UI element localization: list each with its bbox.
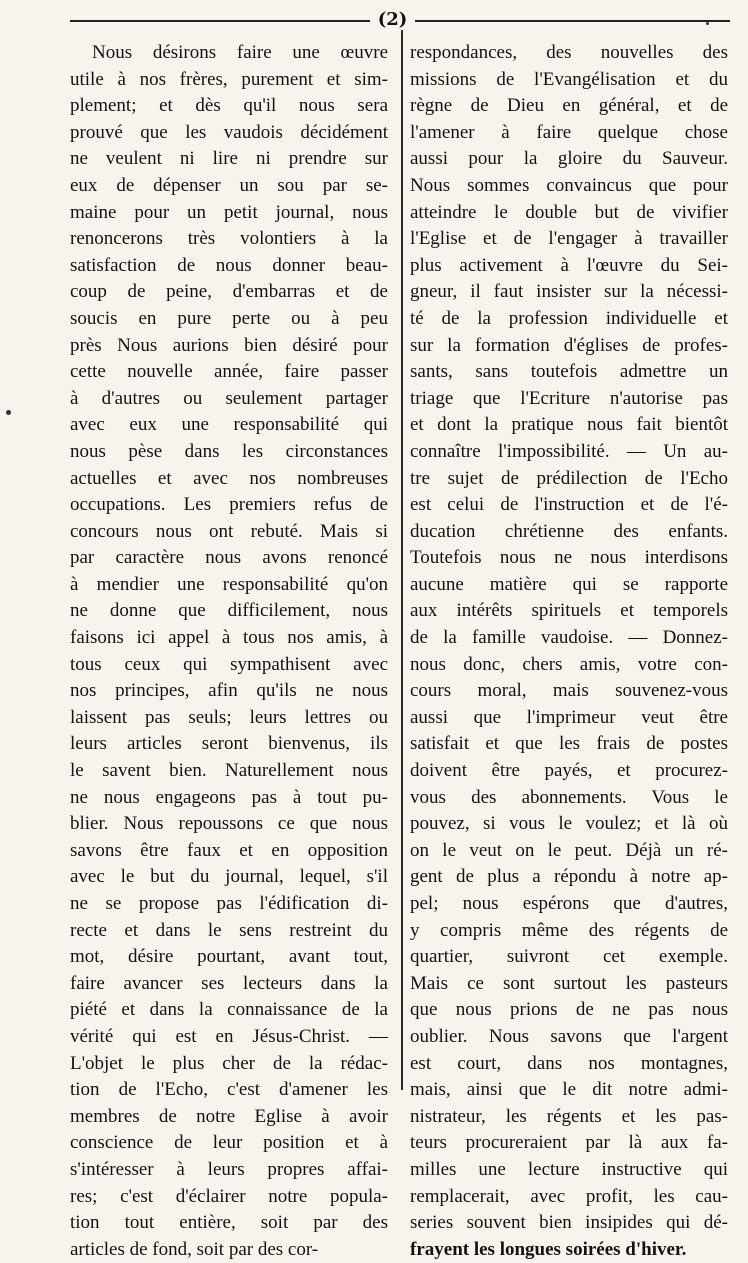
- text-line: quartier, suivront cet exemple.: [410, 946, 728, 968]
- text-line: le savent bien. Naturellement nous: [70, 760, 388, 782]
- text-line: savons être faux et en opposition: [70, 839, 388, 861]
- text-line: et dont la pratique nous fait bientôt: [410, 414, 728, 436]
- text-line: concours nous ont rebuté. Mais si: [70, 520, 388, 542]
- text-line: faire avancer ses lecteurs dans la: [70, 972, 388, 994]
- text-line: tre sujet de prédilection de l'Echo: [410, 467, 728, 489]
- text-line: ne veulent ni lire ni prendre sur: [70, 148, 388, 170]
- text-line: à mendier une responsabilité qu'on: [70, 573, 388, 595]
- text-line: que nous prions de ne pas nous: [410, 999, 728, 1021]
- text-line: missions de l'Evangélisation et du: [410, 68, 728, 90]
- text-line: gent de plus a répondu à notre ap-: [410, 866, 728, 888]
- text-line: de la famille vaudoise. — Donnez-: [410, 627, 728, 649]
- column-divider: [401, 30, 403, 1090]
- text-line: l'amener à faire quelque chose: [410, 121, 728, 143]
- text-line: vérité qui est en Jésus-Christ. —: [70, 1025, 388, 1047]
- text-line: plement; et dès qu'il nous sera: [70, 95, 388, 117]
- text-line: mot, désire pourtant, avant tout,: [70, 946, 388, 968]
- text-line: recte et dans le sens restreint du: [70, 919, 388, 941]
- text-line: blier. Nous repoussons ce que nous: [70, 813, 388, 835]
- text-line: près Nous aurions bien désiré pour: [70, 334, 388, 356]
- text-line: nos principes, afin qu'ils ne nous: [70, 680, 388, 702]
- text-line: triage que l'Ecriture n'autorise pas: [410, 387, 728, 409]
- text-line: à d'autres ou seulement partager: [70, 387, 388, 409]
- text-line: L'objet le plus cher de la rédac-: [70, 1052, 388, 1074]
- page-header: [70, 8, 730, 32]
- text-line: connaître l'impossibilité. — Un au-: [410, 440, 728, 462]
- text-line: laissent pas seuls; leurs lettres ou: [70, 706, 388, 728]
- text-line: conscience de leur position et à: [70, 1132, 388, 1154]
- text-line: plus activement à l'œuvre du Sei-: [410, 254, 728, 276]
- text-line: pel; nous espérons que d'autres,: [410, 893, 728, 914]
- text-line: frayent les longues soirées d'hiver.: [410, 1238, 687, 1260]
- text-line: on le veut on le peut. Déjà un ré-: [410, 839, 728, 861]
- header-rule-right: [415, 20, 730, 22]
- text-line: satisfaction de nous donner beau-: [70, 254, 388, 276]
- text-line: règne de Dieu en général, et de: [410, 95, 728, 117]
- text-line: oublier. Nous savons que l'argent: [410, 1025, 728, 1047]
- text-line: Nous sommes convaincus que pour: [410, 174, 728, 196]
- text-line: actuelles et avec nos nombreuses: [70, 467, 388, 489]
- text-line: membres de notre Eglise à avoir: [70, 1105, 388, 1127]
- text-line: eux de dépenser un sou par se-: [70, 174, 388, 196]
- text-line: prouvé que les vaudois décidément: [70, 121, 388, 143]
- print-speck: [6, 410, 11, 415]
- text-line: gneur, il faut insister sur la nécessi-: [410, 281, 728, 303]
- text-line: vous des abonnements. Vous le: [410, 786, 728, 808]
- text-line: avec le but du journal, lequel, s'il: [70, 866, 388, 888]
- text-line: aussi que l'imprimeur veut être: [410, 706, 728, 728]
- page-number: (2): [377, 9, 408, 30]
- text-line: piété et dans la connaissance de la: [70, 999, 388, 1021]
- text-line: tous ceux qui sympathisent avec: [70, 653, 388, 675]
- text-line: est celui de l'instruction et de l'é-: [410, 494, 728, 516]
- text-line: nistrateur, les régents et les pas-: [410, 1105, 728, 1127]
- right-column: [410, 40, 728, 1263]
- text-line: remplacerait, avec profit, les cau-: [410, 1185, 728, 1207]
- text-line: ne nous engageons pas à tout pu-: [70, 786, 388, 808]
- text-line: té de la profession individuelle et: [410, 307, 728, 329]
- text-line: tion tout entière, soit par des: [70, 1212, 388, 1234]
- text-line: Mais ce sont surtout les pasteurs: [410, 972, 728, 994]
- text-line: aucune matière qui se rapporte: [410, 573, 728, 595]
- text-line: nous pèse dans les circonstances: [70, 440, 388, 462]
- text-line: series souvent bien insipides qui dé-: [410, 1212, 728, 1234]
- text-line: sants, sans toutefois admettre un: [410, 361, 728, 383]
- text-line: ne se propose pas l'édification di-: [70, 893, 388, 914]
- text-line: res; c'est d'éclairer notre popula-: [70, 1185, 388, 1207]
- text-line: faisons ici appel à tous nos amis, à: [70, 627, 388, 649]
- text-line: y compris même des régents de: [410, 919, 728, 941]
- text-line: teurs procureraient par là aux fa-: [410, 1132, 728, 1154]
- text-line: par caractère nous avons renoncé: [70, 547, 388, 569]
- text-line: soucis en pure perte ou à peu: [70, 307, 388, 329]
- text-line: Nous désirons faire une œuvre: [92, 42, 388, 63]
- header-rule-left: [70, 20, 370, 22]
- text-line: Toutefois nous ne nous interdisons: [410, 547, 728, 569]
- text-line: aussi pour la gloire du Sauveur.: [410, 148, 728, 170]
- text-line: coup de peine, d'embarras et de: [70, 281, 388, 303]
- text-line: doivent être payés, et procurez-: [410, 760, 728, 782]
- text-line: s'intéresser à leurs propres affai-: [70, 1158, 388, 1180]
- text-line: ne donne que difficilement, nous: [70, 600, 388, 622]
- text-line: respondances, des nouvelles des: [410, 42, 728, 63]
- text-line: cours moral, mais souvenez-vous: [410, 680, 728, 702]
- text-line: tion de l'Echo, c'est d'amener les: [70, 1079, 388, 1101]
- text-line: mais, ainsi que le dit notre admi-: [410, 1079, 728, 1101]
- text-line: articles de fond, soit par des cor-: [70, 1238, 319, 1260]
- text-line: atteindre le double but de vivifier: [410, 201, 728, 223]
- text-line: milles une lecture instructive qui: [410, 1158, 728, 1180]
- text-line: aux intérêts spirituels et temporels: [410, 600, 728, 622]
- text-line: utile à nos frères, purement et sim-: [70, 68, 388, 90]
- text-line: maine pour un petit journal, nous: [70, 201, 388, 223]
- left-column: [70, 40, 388, 1263]
- text-line: leurs articles seront bienvenus, ils: [70, 733, 388, 755]
- text-line: renoncerons très volontiers à la: [70, 228, 388, 250]
- text-line: avec eux une responsabilité qui: [70, 414, 388, 436]
- text-line: satisfait et que les frais de postes: [410, 733, 728, 755]
- text-line: cette nouvelle année, faire passer: [70, 361, 388, 383]
- text-line: nous donc, chers amis, votre con-: [410, 653, 728, 675]
- text-line: pouvez, si vous le voulez; et là où: [410, 813, 728, 835]
- text-line: l'Eglise et de l'engager à travailler: [410, 228, 728, 250]
- text-line: sur la formation d'églises de profes-: [410, 334, 728, 356]
- print-speck: [706, 22, 709, 25]
- text-line: occupations. Les premiers refus de: [70, 494, 388, 516]
- text-line: ducation chrétienne des enfants.: [410, 520, 728, 542]
- text-line: est court, dans nos montagnes,: [410, 1052, 728, 1074]
